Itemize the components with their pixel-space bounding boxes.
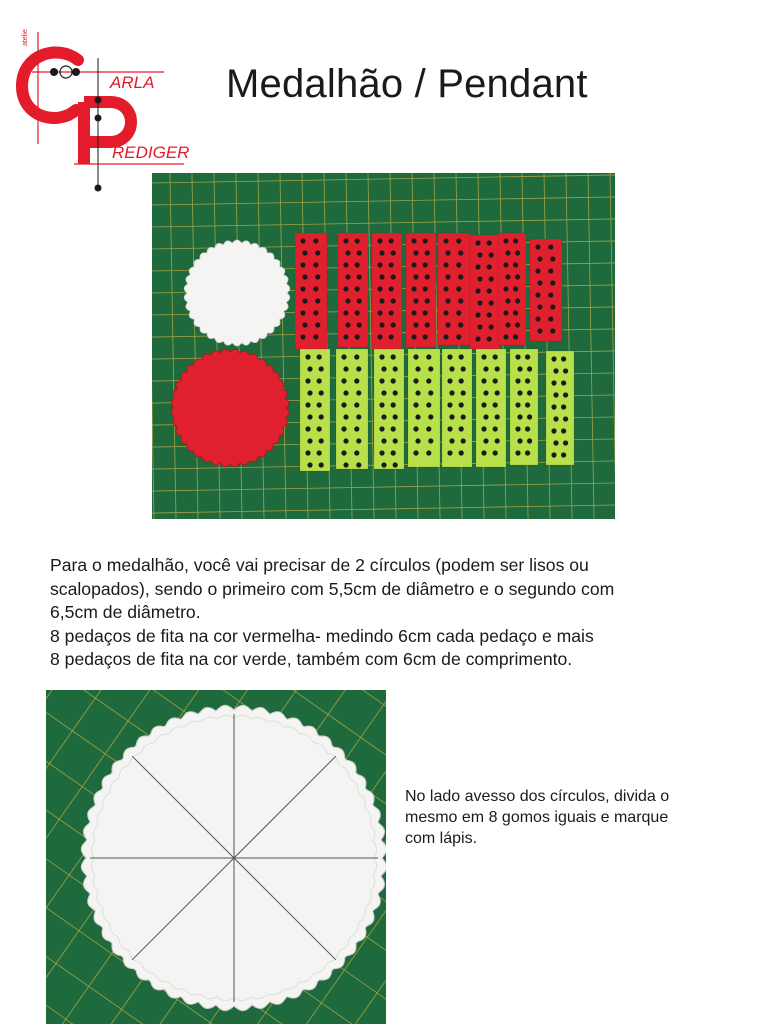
logo-brand-top: ARLA — [110, 73, 155, 92]
instructions — [50, 554, 740, 672]
ribbon-strip — [476, 349, 506, 467]
ribbon-strip — [336, 349, 368, 469]
ribbon-strip — [470, 235, 500, 349]
instruction-line: scalopados), sendo o primeiro com 5,5cm de diâmetro e o segundo com — [50, 578, 615, 599]
page-title: Medalhão / Pendant — [226, 62, 588, 106]
instruction-line: 8 pedaços de fita na cor verde, também com 6cm de comprimento. — [50, 649, 573, 669]
logo-brand-bottom: REDIGER — [112, 143, 190, 162]
ribbon-strip — [406, 233, 436, 347]
ribbon-strip — [442, 349, 472, 467]
ribbon-strip — [546, 351, 574, 465]
logo-atelier: atelie — [22, 29, 29, 46]
ribbon-strip — [300, 349, 330, 471]
red-circle — [171, 349, 289, 467]
logo-c-letter — [22, 52, 78, 118]
ribbon-strip — [374, 349, 404, 469]
instruction-line: Para o medalhão, você vai precisar de 2 círculos (podem ser lisos ou — [50, 555, 589, 575]
step-note — [405, 786, 725, 849]
materials-photo — [152, 173, 615, 519]
ribbon-strip — [510, 349, 538, 465]
instruction-line: 8 pedaços de fita na cor vermelha- medindo 6cm cada pedaço e mais — [50, 625, 594, 646]
ribbon-strip — [372, 233, 402, 349]
ribbon-strip — [338, 233, 368, 347]
instruction-line: 6,5cm de diâmetro. — [50, 602, 201, 622]
step-note-line: com lápis. — [405, 830, 478, 847]
ribbon-strip — [438, 233, 470, 345]
step-note-line: No lado avesso dos círculos, divida o — [405, 788, 670, 805]
ribbon-strip — [295, 233, 327, 349]
ribbon-strip — [530, 239, 562, 341]
ribbon-strip — [408, 349, 440, 467]
step-note-line: mesmo em 8 gomos iguais e marque — [405, 809, 669, 826]
divided-circle-photo — [46, 690, 386, 1024]
white-circle — [184, 240, 290, 346]
logo — [14, 14, 194, 199]
ribbon-strip — [498, 233, 526, 345]
